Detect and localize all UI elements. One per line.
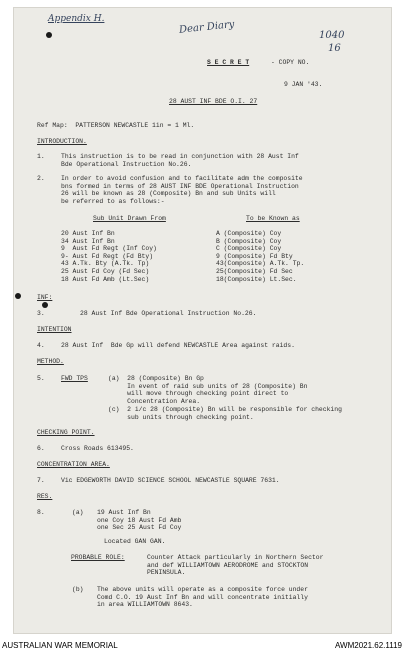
punch-hole xyxy=(46,32,52,38)
para-8b-text: The above units will operate as a composite force under Comd C.O. 19 Aust Inf Bn and will concentrate initially in area WILLIAMTOWN 8643. xyxy=(97,586,308,609)
table-left-column xyxy=(61,230,157,283)
table-cell: B (Composite) Coy xyxy=(216,237,282,245)
table-cell: 25 Aust Fd Coy (Fd Sec) xyxy=(61,267,150,275)
para-3-number: 3. xyxy=(37,310,45,317)
appendix-annotation: Appendix H. xyxy=(48,14,105,24)
para-7-number: 7. xyxy=(37,477,45,484)
located-text: Located GAN GAN. xyxy=(104,538,166,545)
heading-inf: INF: xyxy=(37,294,53,301)
para-2-number: 2. xyxy=(37,175,45,182)
heading-res: RES. xyxy=(37,493,53,500)
probable-role-text: Counter Attack particularly in Northern Sector and def WILLIAMTOWN AERODROME and STOCKTON PENINSULA. xyxy=(147,554,324,577)
date: 9 JAN '43. xyxy=(284,81,323,88)
heading-checking-point: CHECKING POINT. xyxy=(37,429,95,436)
para-5-number: 5. xyxy=(37,375,45,382)
para-8b-label: (b) xyxy=(72,586,84,593)
table-cell: C (Composite) Coy xyxy=(216,245,282,253)
table-cell: 18 Aust Fd Amb (Lt.Sec) xyxy=(61,275,150,283)
table-cell: 9 (Composite) Fd Bty xyxy=(216,252,293,260)
para-4-text: 28 Aust Inf Bde Gp will defend NEWCASTLE Area against raids. xyxy=(61,342,295,349)
para-5c-text: (c) 2 i/c 28 (Composite) Bn will be responsible for checking sub units through checking point. xyxy=(108,406,342,421)
table-cell: 9- Aust Fd Regt (Fd Bty) xyxy=(61,252,154,260)
para-1-number: 1. xyxy=(37,153,45,160)
table-cell: 25(Composite) Fd Sec xyxy=(216,267,293,275)
document-title: 28 AUST INF BDE O.I. 27 xyxy=(169,98,258,105)
ref-map: Ref Map: PATTERSON NEWCASTLE 1in = 1 Ml. xyxy=(37,122,195,129)
footer-institution: AUSTRALIAN WAR MEMORIAL xyxy=(2,641,118,650)
salutation-annotation: Dear Diary xyxy=(178,19,235,36)
para-5-label: FWD TPS xyxy=(61,375,88,382)
table-cell: 20 Aust Inf Bn xyxy=(61,230,115,237)
table-right-column xyxy=(216,230,304,283)
table-cell: 34 Aust Inf Bn xyxy=(61,237,115,245)
para-7-text: Vic EDGEWORTH DAVID SCIENCE SCHOOL NEWCASTLE SQUARE 7631. xyxy=(61,477,280,484)
punch-hole xyxy=(42,302,48,308)
para-2-text: In order to avoid confusion and to facilitate adm the composite bns formed in terms of 28 AUST INF BDE Operational Instruction 26 will be known as 28 (Composite) Bn and sub Units will be referred to as follows:- xyxy=(61,175,303,205)
document-page xyxy=(13,7,392,634)
table-cell: A (Composite) Coy xyxy=(216,230,282,237)
para-4-number: 4. xyxy=(37,342,45,349)
ref-number-bottom: 16 xyxy=(328,43,341,54)
heading-introduction: INTRODUCTION. xyxy=(37,138,87,145)
copy-number: - COPY NO. xyxy=(271,59,310,66)
classification: S E C R E T xyxy=(207,59,250,66)
para-3-text: 28 Aust Inf Bde Operational Instruction No.26. xyxy=(80,310,257,317)
para-5a-text: (a) 28 (Composite) Bn Gp In event of raid sub units of 28 (Composite) Bn will move through checking point direct to Concentration Area. xyxy=(108,375,308,405)
heading-concentration-area: CONCENTRATION AREA. xyxy=(37,461,110,468)
ref-number-top: 1040 xyxy=(319,30,345,41)
punch-hole xyxy=(15,293,21,299)
heading-intention: INTENTION xyxy=(37,326,72,333)
heading-method: METHOD. xyxy=(37,358,64,365)
table-header-right: To be Known as xyxy=(246,215,300,222)
para-8a-label: (a) xyxy=(72,509,84,516)
footer-accession-number: AWM2021.62.1119 xyxy=(334,641,402,650)
footer-bar xyxy=(0,638,405,653)
para-6-number: 6. xyxy=(37,445,45,452)
probable-role-label: PROBABLE ROLE: xyxy=(71,554,125,561)
table-cell: 43(Composite) A.Tk. Tp. xyxy=(216,260,305,268)
para-6-text: Cross Roads 613495. xyxy=(61,445,134,452)
table-cell: 9 Aust Fd Regt (Inf Coy) xyxy=(61,245,157,253)
para-1-text: This instruction is to be read in conjunction with 28 Aust Inf Bde Operational Instruction No.26. xyxy=(61,153,299,168)
para-8a-text: 19 Aust Inf Bn one Coy 18 Aust Fd Amb one Sec 25 Aust Fd Coy xyxy=(97,509,182,532)
table-header-left: Sub Unit Drawn From xyxy=(93,215,166,222)
table-cell: 43 A.Tk. Bty (A.Tk. Tp) xyxy=(61,260,150,268)
para-8-number: 8. xyxy=(37,509,45,516)
table-cell: 18(Composite) Lt.Sec. xyxy=(216,275,297,283)
